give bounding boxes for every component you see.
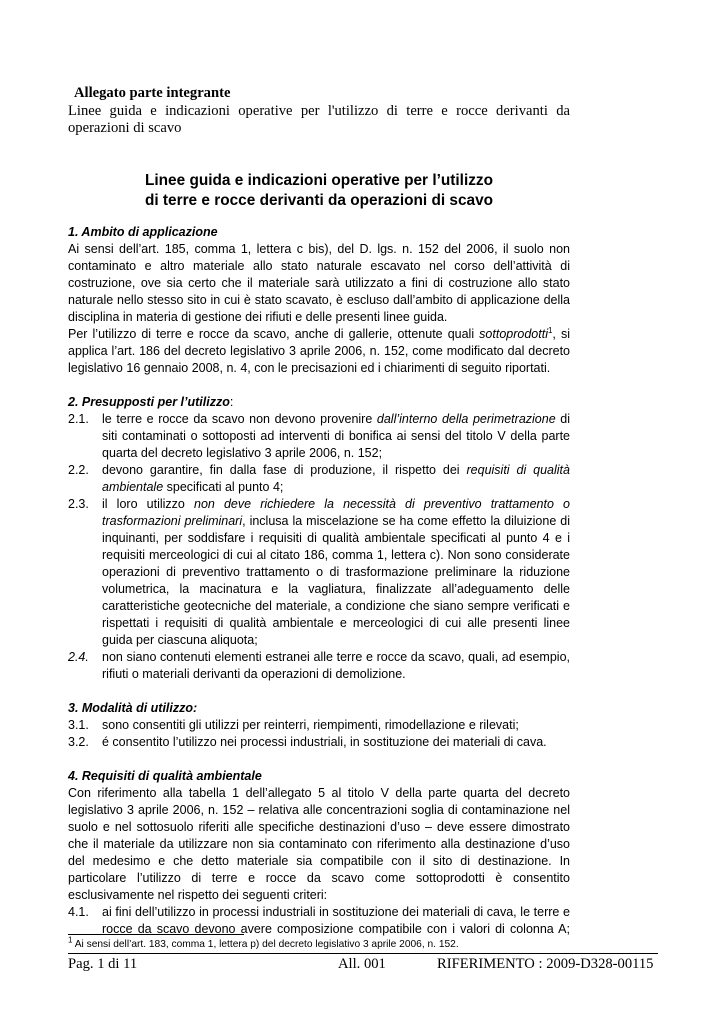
list-item [68,717,570,734]
attachment-subtitle: Linee guida e indicazioni operative per l'utilizzo di terre e rocce derivanti da operazioni di scavo [68,103,570,136]
item-number: 4.1. [68,905,89,919]
reference-code: RIFERIMENTO : 2009-D328-00115 [437,956,654,972]
list-item [68,462,570,496]
item-number: 3.2. [68,735,89,749]
page-number: Pag. 1 di 11 [68,956,138,972]
section-1-heading: 1. Ambito di applicazione [68,225,218,239]
list-item [68,734,570,751]
item-number: 2.2. [68,463,89,477]
footnote-reference: 1 [547,325,553,335]
footnote-separator [68,934,244,935]
list-item [68,904,570,938]
text-run: il loro utilizzo [102,497,194,511]
main-title-line-1: Linee guida e indicazioni operative per l’utilizzo [144,172,494,189]
item-text: é consentito l’utilizzo nei processi industriali, in sostituzione dei materiali di cava. [102,735,547,749]
text-run: , inclusa la miscelazione se ha come effetto la diluizione di inquinanti, per soddisfare i requisiti di qualità ambientale specificati al punto 4 e i requisiti merceologici di cui al citato 186, comma 1, lettera c). Non sono considerate operazioni di preventivo trattamento o di trasformazione preliminare la riduzione volumetrica, la macinatura e la vagliatura, finalizzate all’adeguamento delle caratteristiche geotecniche del materiale, a condizione che siano sempre verificati e rispettati i requisiti di qualità ambientale e merceologici di cui alle presenti linee guida per ciascuna aliquota; [102,514,570,647]
document-body [68,224,570,938]
section-4-paragraph-1: Con riferimento alla tabella 1 dell’allegato 5 al titolo V della parte quarta del decreto legislativo 3 aprile 2006, n. 152 – relativa alle concentrazioni soglia di contaminazione nel suolo e nel sottosuolo riferiti alle specifiche destinazioni d’uso – deve essere dimostrato che il materiale da utilizzare non sia contaminato con riferimento alla destinazione d’uso del medesimo e che detto materiale sia compatibile con il sito di destinazione. In particolare l’utilizzo di terre e rocce da scavo come sottoprodotti è consentito esclusivamente nel rispetto dei seguenti criteri: [68,786,570,902]
text-run: specificati al punto 4; [163,480,284,494]
text-run: Per l’utilizzo di terre e rocce da scavo, anche di gallerie, ottenute quali [68,327,480,341]
italic-run: requisiti di qualità ambientale [102,463,570,494]
footnote-mark: 1 [68,935,73,945]
section-3-heading: 3. Modalità di utilizzo: [68,701,198,715]
section-4-heading: 4. Requisiti di qualità ambientale [68,769,262,783]
section-2-heading: 2. Presupposti per l’utilizzo [68,395,230,409]
item-number: 2.1. [68,412,89,426]
item-text: non siano contenuti elementi estranei alle terre e rocce da scavo, quali, ad esempio, rifiuti o materiali derivanti da operazioni di demolizione. [102,650,570,681]
item-text: ai fini dell’utilizzo in processi industriali in sostituzione dei materiali di cava, le terre e rocce da scavo devono avere composizione compatibile con i valori di colonna A; [102,905,570,936]
item-text [102,411,570,462]
list-item [68,649,570,683]
italic-run: dall’interno della perimetrazione [376,412,556,426]
item-text [102,462,570,496]
footer-divider [68,953,658,954]
attachment-number: All. 001 [338,956,386,972]
text-run: le terre e rocce da scavo non devono provenire [102,412,377,426]
item-text: sono consentiti gli utilizzi per reinterri, riempimenti, rimodellazione e rilevati; [102,718,519,732]
attachment-title: Allegato parte integrante [74,85,231,101]
section-1-paragraph-1: Ai sensi dell’art. 185, comma 1, lettera c bis), del D. lgs. n. 152 del 2006, il suolo non contaminato e altro materiale allo stato naturale escavato nel corso dell’attività di costruzione, ove sia certo che il materiale sarà utilizzato a fini di costruzione allo stato naturale nello stesso sito in cui è stato scavato, è escluso dall’ambito di applicazione della disciplina in materia di gestione dei rifiuti e delle presenti linee guida. [68,242,570,324]
heading-colon: : [229,395,234,409]
section-2-heading-line [68,394,570,411]
item-number: 2.3. [68,497,89,511]
list-item [68,496,570,649]
item-text [102,496,570,649]
main-title-line-2: di terre e rocce derivanti da operazioni di scavo [144,192,494,209]
text-run: devono garantire, fin dalla fase di produzione, il rispetto dei [102,463,467,477]
footnote [68,935,459,951]
list-item [68,411,570,462]
item-number: 3.1. [68,718,89,732]
text-run: , si applica l’art. 186 del decreto legislativo 3 aprile 2006, n. 152, come modificato dal decreto legislativo 16 gennaio 2008, n. 4, con le precisazioni ed i chiarimenti di seguito riportati. [68,327,570,375]
italic-run: sottoprodotti [479,327,548,341]
item-number: 2.4. [68,650,89,664]
main-title [68,171,570,211]
text-run: di siti contaminati o sottoposti ad interventi di bonifica ai sensi del titolo V della parte quarta del decreto legislativo 3 aprile 2006, n. 152; [102,412,570,460]
footnote-text: Ai sensi dell’art. 183, comma 1, lettera p) del decreto legislativo 3 aprile 2006, n. 152. [72,939,459,950]
italic-run: non deve richiedere la necessità di preventivo trattamento o trasformazioni preliminari [102,497,570,528]
section-1-paragraph-2 [68,326,570,377]
